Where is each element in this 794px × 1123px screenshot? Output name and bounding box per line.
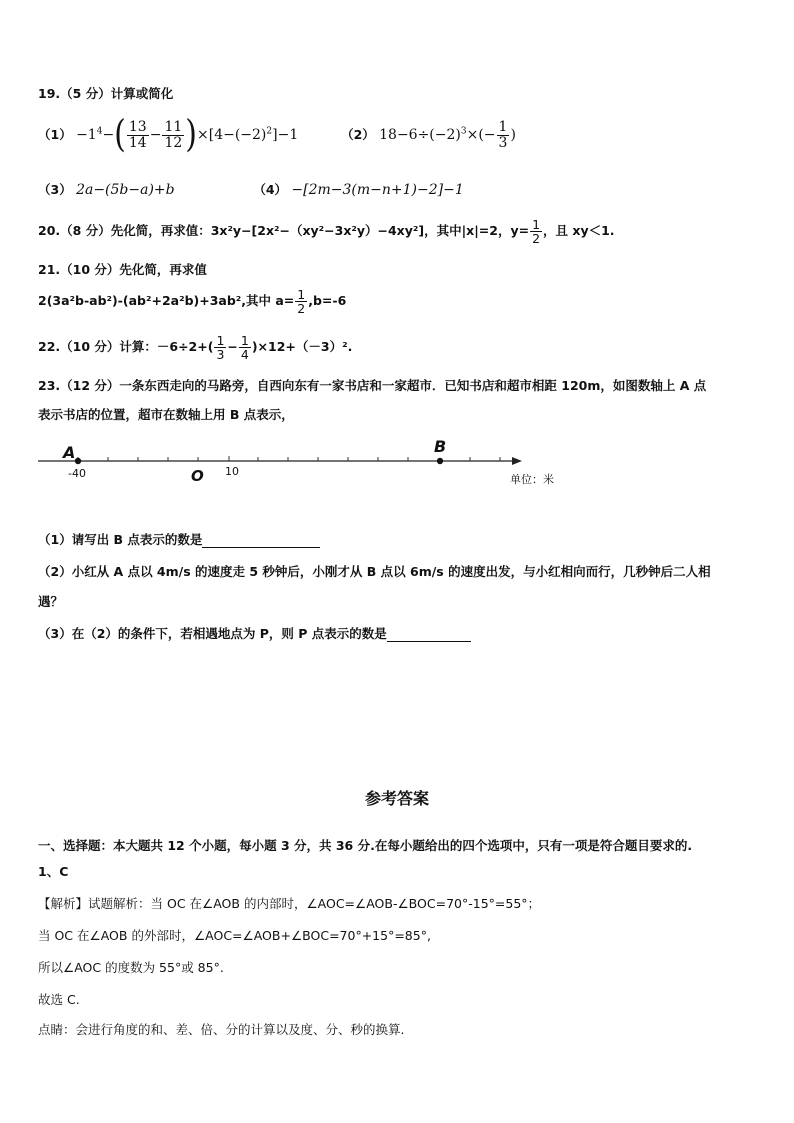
q21-expr [38, 288, 346, 315]
answer-1: 1、C [38, 864, 69, 879]
q19-heading: 19.（5 分）计算或简化 [38, 86, 174, 101]
analysis-line2: 当 OC 在∠AOB 的外部时，∠AOC=∠AOB+∠BOC=70°+15°=85°, [38, 928, 431, 943]
q21-heading: 21.（10 分）先化简，再求值 [38, 262, 207, 277]
q23-sub1 [38, 530, 320, 548]
frac-num: 13 [128, 119, 147, 135]
point-a [75, 458, 81, 464]
frac-num: 11 [164, 119, 183, 135]
q19-p1-label: （1） [38, 127, 72, 143]
frac-num: 1 [498, 119, 508, 135]
axis-ticks [78, 456, 500, 461]
frac-den: 4 [240, 347, 249, 363]
q23-line1: 23.（12 分）一条东西走向的马路旁，自西向东有一家书店和一家超市．已知书店和超市相距 120m，如图数轴上 A 点 [38, 378, 707, 393]
q19-p1-mid: − [149, 127, 162, 144]
q19-p3-label: （3） [38, 182, 72, 197]
q19-p1-frac1 [127, 120, 149, 150]
q19-p2-a: 18−6÷(−2) [379, 127, 461, 144]
tick-label-10: 10 [225, 465, 239, 478]
label-b: B [434, 437, 447, 456]
q20-frac [530, 218, 542, 245]
q19-p2-end: ) [510, 127, 516, 144]
analysis-line5: 点睛：会进行角度的和、差、倍、分的计算以及度、分、秒的换算. [38, 1022, 405, 1037]
frac-den: 12 [164, 134, 183, 151]
q19-p1-exp: 4 [96, 126, 103, 137]
frac-den: 2 [532, 231, 541, 247]
q19-p1-a: −1 [76, 127, 97, 144]
answer-blank-3[interactable] [387, 641, 471, 642]
q22-frac1 [214, 334, 226, 361]
q19-part3-and-4 [38, 180, 464, 198]
paren-right: ) [185, 112, 197, 157]
q21-expr-a: 2(3a²b-ab²)-(ab²+2a²b)+3ab²,其中 a= [38, 293, 295, 309]
q23-sub2-line2: 遇？ [38, 594, 64, 609]
analysis-line3: 所以∠AOC 的度数为 55°或 85°. [38, 960, 224, 975]
analysis-line4: 故选 C. [38, 992, 80, 1007]
q23-sub3-text: （3）在（2）的条件下，若相遇地点为 P，则 P 点表示的数是 [38, 626, 387, 641]
q23-sub2-line1: （2）小红从 A 点以 4m/s 的速度走 5 秒钟后，小刚才从 B 点以 6m/s 的速度出发，与小红相向而行，几秒钟后二人相 [38, 564, 711, 579]
frac-num: 1 [216, 333, 225, 348]
q19-p1-end: ]−1 [272, 127, 299, 144]
q19-p2-exp: 3 [460, 126, 467, 137]
q22 [38, 334, 352, 361]
q19-p1-minus: − [102, 127, 115, 144]
q19-p3-expr: 2a−(5b−a)+b [76, 182, 175, 198]
q23-sub3 [38, 624, 471, 642]
frac-den: 3 [498, 134, 508, 151]
q23-line2: 表示书店的位置，超市在数轴上用 B 点表示， [38, 407, 294, 422]
q19-p4-expr: −[2m−3(m−n+1)−2]−1 [291, 182, 464, 198]
q19-p1-frac2 [162, 120, 184, 150]
q22-mid: − [227, 339, 238, 355]
q20-text-b: ，且 xy＜1. [543, 223, 615, 239]
q19-p4-label: （4） [253, 182, 288, 197]
q19-p2-label: （2） [341, 127, 375, 143]
label-o: O [191, 467, 204, 485]
q19-p1-expr [76, 112, 303, 157]
frac-num: 1 [297, 287, 306, 302]
tick-label-minus40: -40 [68, 467, 86, 480]
q22-text-b: )×12+（－3）². [251, 339, 353, 355]
frac-den: 14 [128, 134, 147, 151]
frac-num: 1 [240, 333, 249, 348]
q19-p1-exp2: 2 [266, 126, 273, 137]
q20 [38, 218, 615, 245]
q21-frac [295, 288, 307, 315]
unit-label: 单位：米 [510, 473, 554, 486]
analysis-line1: 【解析】试题解析：当 OC 在∠AOB 的内部时，∠AOC=∠AOB-∠BOC=70°-15°=55°； [38, 896, 541, 911]
q19-p2-expr [379, 119, 516, 151]
q21-expr-b: ,b=-6 [308, 293, 347, 309]
answer-blank-1[interactable] [202, 547, 320, 548]
q19-p2-frac [497, 120, 510, 150]
frac-num: 1 [532, 217, 541, 232]
frac-den: 3 [216, 347, 225, 363]
paren-left: ( [114, 112, 126, 157]
q22-text-a: 22.（10 分）计算：－6÷2+( [38, 339, 214, 355]
q20-text-a: 20.（8 分）先化简，再求值：3x²y−[2x²−（xy²−3x²y）−4xy²]，其中|x|=2，y= [38, 223, 530, 239]
frac-den: 2 [297, 301, 306, 317]
label-a: A [63, 443, 76, 462]
q19-p2-b: ×(− [466, 127, 496, 144]
answers-intro: 一、选择题：本大题共 12 个小题，每小题 3 分，共 36 分.在每小题给出的四个选项中，只有一项是符合题目要求的. [38, 838, 693, 853]
q23-sub1-text: （1）请写出 B 点表示的数是 [38, 532, 203, 547]
point-b [437, 458, 443, 464]
number-line [30, 430, 590, 492]
q19-part1-and-2 [38, 112, 516, 157]
answers-title: 参考答案 [364, 789, 429, 808]
axis-arrow [512, 457, 522, 465]
q22-frac2 [239, 334, 251, 361]
q19-p1-rest: ×[4−(−2) [197, 127, 267, 144]
